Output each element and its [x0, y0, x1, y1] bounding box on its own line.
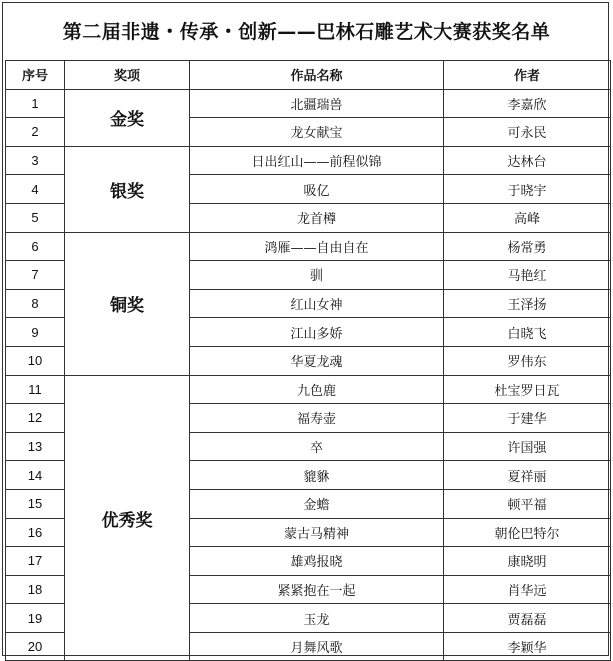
table-row: [6, 89, 611, 118]
row-index: 6: [6, 232, 65, 261]
work-name: 月舞风歌: [190, 632, 444, 661]
work-name: 龙首樽: [190, 203, 444, 232]
author-name: 李颖华: [444, 632, 611, 661]
author-name: 朝伦巴特尔: [444, 518, 611, 547]
document-frame: [2, 2, 609, 656]
work-name: 北疆瑞兽: [190, 89, 444, 118]
author-name: 夏祥丽: [444, 461, 611, 490]
row-index: 5: [6, 203, 65, 232]
header-index: 序号: [6, 61, 65, 90]
work-name: 江山多娇: [190, 318, 444, 347]
header-author: 作者: [444, 61, 611, 90]
work-name: 福寿壶: [190, 404, 444, 433]
author-name: 罗伟东: [444, 346, 611, 375]
row-index: 10: [6, 346, 65, 375]
row-index: 2: [6, 118, 65, 147]
row-index: 19: [6, 604, 65, 633]
author-name: 马艳红: [444, 261, 611, 290]
table-row: [6, 232, 611, 261]
row-index: 3: [6, 146, 65, 175]
table-row: [6, 375, 611, 404]
work-name: 吸亿: [190, 175, 444, 204]
author-name: 李嘉欣: [444, 89, 611, 118]
author-name: 贾磊磊: [444, 604, 611, 633]
row-index: 18: [6, 575, 65, 604]
award-excellence: 优秀奖: [65, 375, 190, 661]
work-name: 蒙古马精神: [190, 518, 444, 547]
author-name: 白晓飞: [444, 318, 611, 347]
work-name: 九色鹿: [190, 375, 444, 404]
author-name: 于建华: [444, 404, 611, 433]
award-gold: 金奖: [65, 89, 190, 146]
author-name: 康晓明: [444, 547, 611, 576]
work-name: 貔貅: [190, 461, 444, 490]
work-name: 驯: [190, 261, 444, 290]
work-name: 红山女神: [190, 289, 444, 318]
row-index: 1: [6, 89, 65, 118]
page-title: 第二届非遗・传承・创新——巴林石雕艺术大赛获奖名单: [62, 21, 551, 43]
author-name: 顿平福: [444, 489, 611, 518]
work-name: 金蟾: [190, 489, 444, 518]
work-name: 龙女献宝: [190, 118, 444, 147]
author-name: 肖华远: [444, 575, 611, 604]
row-index: 7: [6, 261, 65, 290]
header-work: 作品名称: [190, 61, 444, 90]
header-row: [6, 61, 611, 90]
row-index: 17: [6, 547, 65, 576]
row-index: 14: [6, 461, 65, 490]
row-index: 12: [6, 404, 65, 433]
author-name: 可永民: [444, 118, 611, 147]
row-index: 4: [6, 175, 65, 204]
author-name: 高峰: [444, 203, 611, 232]
table-row: [6, 146, 611, 175]
work-name: 玉龙: [190, 604, 444, 633]
header-award: 奖项: [65, 61, 190, 90]
work-name: 华夏龙魂: [190, 346, 444, 375]
author-name: 杨常勇: [444, 232, 611, 261]
author-name: 许国强: [444, 432, 611, 461]
work-name: 鸿雁——自由自在: [190, 232, 444, 261]
work-name: 紧紧抱在一起: [190, 575, 444, 604]
row-index: 13: [6, 432, 65, 461]
award-silver: 银奖: [65, 146, 190, 232]
row-index: 16: [6, 518, 65, 547]
author-name: 王泽扬: [444, 289, 611, 318]
work-name: 卒: [190, 432, 444, 461]
work-name: 雄鸡报晓: [190, 547, 444, 576]
row-index: 15: [6, 489, 65, 518]
author-name: 于晓宇: [444, 175, 611, 204]
work-name: 日出红山——前程似锦: [190, 146, 444, 175]
row-index: 11: [6, 375, 65, 404]
author-name: 杜宝罗日瓦: [444, 375, 611, 404]
author-name: 达林台: [444, 146, 611, 175]
winners-table: [5, 60, 611, 661]
row-index: 8: [6, 289, 65, 318]
award-bronze: 铜奖: [65, 232, 190, 375]
row-index: 9: [6, 318, 65, 347]
row-index: 20: [6, 632, 65, 661]
